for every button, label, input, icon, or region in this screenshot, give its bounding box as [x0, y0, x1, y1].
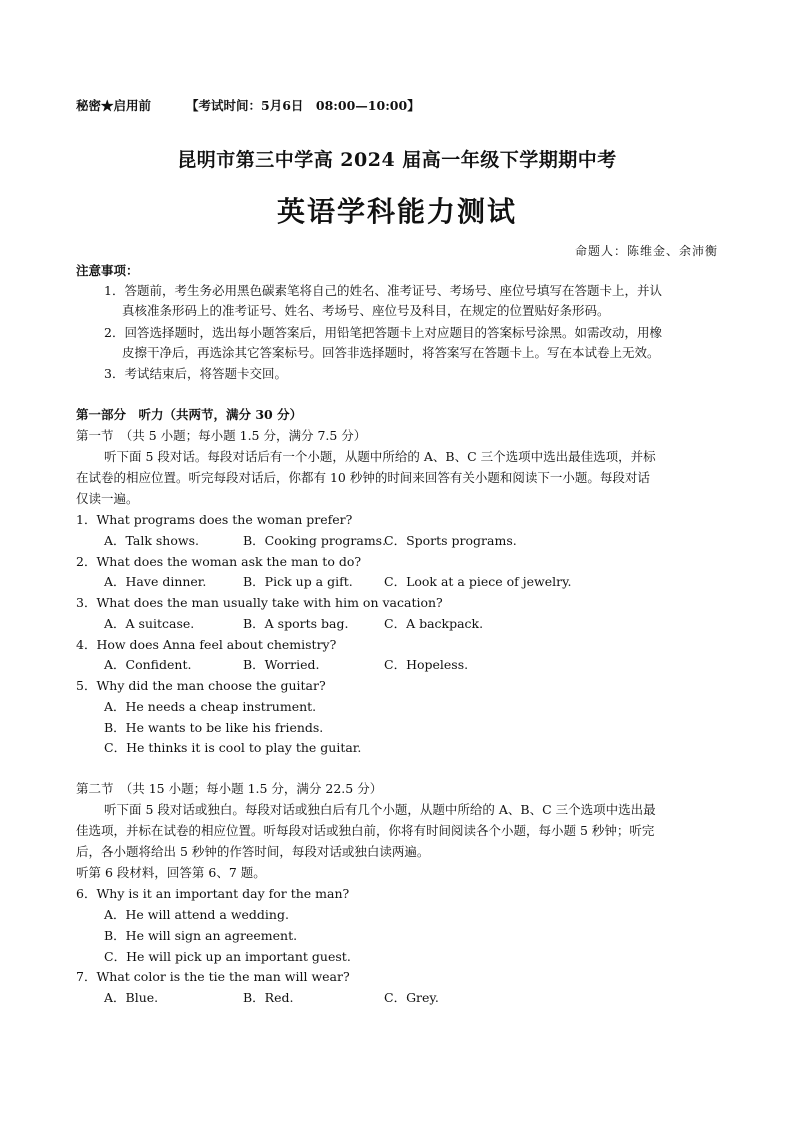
question-3: 3．What does the man usually take with him on vacation?	[76, 595, 443, 610]
q3-option-b: B．A sports bag.	[243, 616, 349, 631]
q5-option-a: A．He needs a cheap instrument.	[104, 699, 317, 714]
note-item-1a: 1．答题前，考生务必用黑色碳素笔将自己的姓名、准考证号、考场号、座位号填写在答题卡上，并认	[104, 283, 662, 298]
question-7: 7．What color is the tie the man will wear?	[76, 969, 350, 984]
question-2: 2．What does the woman ask the man to do?	[76, 554, 362, 569]
question-4: 4．How does Anna feel about chemistry?	[76, 637, 337, 652]
exam-time: 【考试时间：5月6日 08:00—10:00】	[186, 98, 420, 113]
q2-option-c: C．Look at a piece of jewelry.	[384, 574, 572, 589]
q1-option-c: C．Sports programs.	[384, 533, 517, 548]
q5-option-b: B．He wants to be like his friends.	[104, 720, 324, 735]
q1-option-a: A．Talk shows.	[104, 533, 199, 548]
q7-option-b: B．Red.	[243, 990, 294, 1005]
part1-heading: 第一部分 听力（共两节，满分 30 分）	[76, 407, 303, 422]
q3-option-c: C．A backpack.	[384, 616, 484, 631]
q3-option-a: A．A suitcase.	[104, 616, 195, 631]
confidential-label: 秘密★启用前	[76, 98, 152, 113]
q4-option-b: B．Worried.	[243, 657, 320, 672]
q6-option-b: B．He will sign an agreement.	[104, 928, 298, 943]
q7-option-c: C．Grey.	[384, 990, 439, 1005]
author-line: 命题人：陈维金、余沛衡	[574, 244, 718, 258]
note-item-2a: 2．回答选择题时，选出每小题答案后，用铅笔把答题卡上对应题目的答案标号涂黑。如需改动，用橡	[104, 325, 662, 340]
q2-option-a: A．Have dinner.	[104, 574, 207, 589]
exam-title: 昆明市第三中学高 2024 届高一年级下学期期中考	[177, 149, 617, 171]
q7-option-a: A．Blue.	[104, 990, 159, 1005]
q6-option-c: C．He will pick up an important guest.	[104, 949, 351, 964]
section2-heading: 第二节 （共 15 小题；每小题 1.5 分，满分 22.5 分）	[76, 781, 383, 796]
question-1: 1．What programs does the woman prefer?	[76, 512, 353, 527]
q4-option-a: A．Confident.	[104, 657, 192, 672]
section1-instruction-1: 听下面 5 段对话。每段对话后有一个小题，从题中所给的 A、B、C 三个选项中选出最佳选项，并标	[104, 449, 656, 464]
section1-heading: 第一节 （共 5 小题；每小题 1.5 分，满分 7.5 分）	[76, 428, 367, 443]
q6-option-a: A．He will attend a wedding.	[104, 907, 289, 922]
question-6: 6．Why is it an important day for the man?	[76, 886, 350, 901]
notes-heading: 注意事项：	[76, 263, 139, 278]
note-item-3: 3．考试结束后，将答题卡交回。	[104, 366, 287, 381]
question-5: 5．Why did the man choose the guitar?	[76, 678, 326, 693]
q5-option-c: C．He thinks it is cool to play the guitar.	[104, 740, 362, 755]
note-item-2b: 皮擦干净后，再选涂其它答案标号。回答非选择题时，将答案写在答题卡上。写在本试卷上无效。	[122, 345, 660, 360]
q1-option-b: B．Cooking programs.	[243, 533, 387, 548]
note-item-1b: 真核准条形码上的准考证号、姓名、考场号、座位号及科目，在规定的位置贴好条形码。	[122, 303, 610, 318]
section1-instruction-3: 仅读一遍。	[76, 491, 139, 506]
section2-instruction-3: 后，各小题将给出 5 秒钟的作答时间，每段对话或独白读两遍。	[76, 844, 430, 859]
section1-instruction-2: 在试卷的相应位置。听完每段对话后，你都有 10 秒钟的时间来回答有关小题和阅读下一小题。每段对话	[76, 470, 650, 485]
q2-option-b: B．Pick up a gift.	[243, 574, 353, 589]
exam-subtitle: 英语学科能力测试	[276, 195, 517, 228]
section2-instruction-2: 佳选项，并标在试卷的相应位置。听每段对话或独白前，你将有时间阅读各个小题，每小题 5 秒钟；听完	[76, 823, 655, 838]
section2-instruction-1: 听下面 5 段对话或独白。每段对话或独白后有几个小题，从题中所给的 A、B、C 三个选项中选出最	[104, 802, 656, 817]
q4-option-c: C．Hopeless.	[384, 657, 469, 672]
material-6-label: 听第 6 段材料，回答第 6、7 题。	[76, 865, 266, 880]
